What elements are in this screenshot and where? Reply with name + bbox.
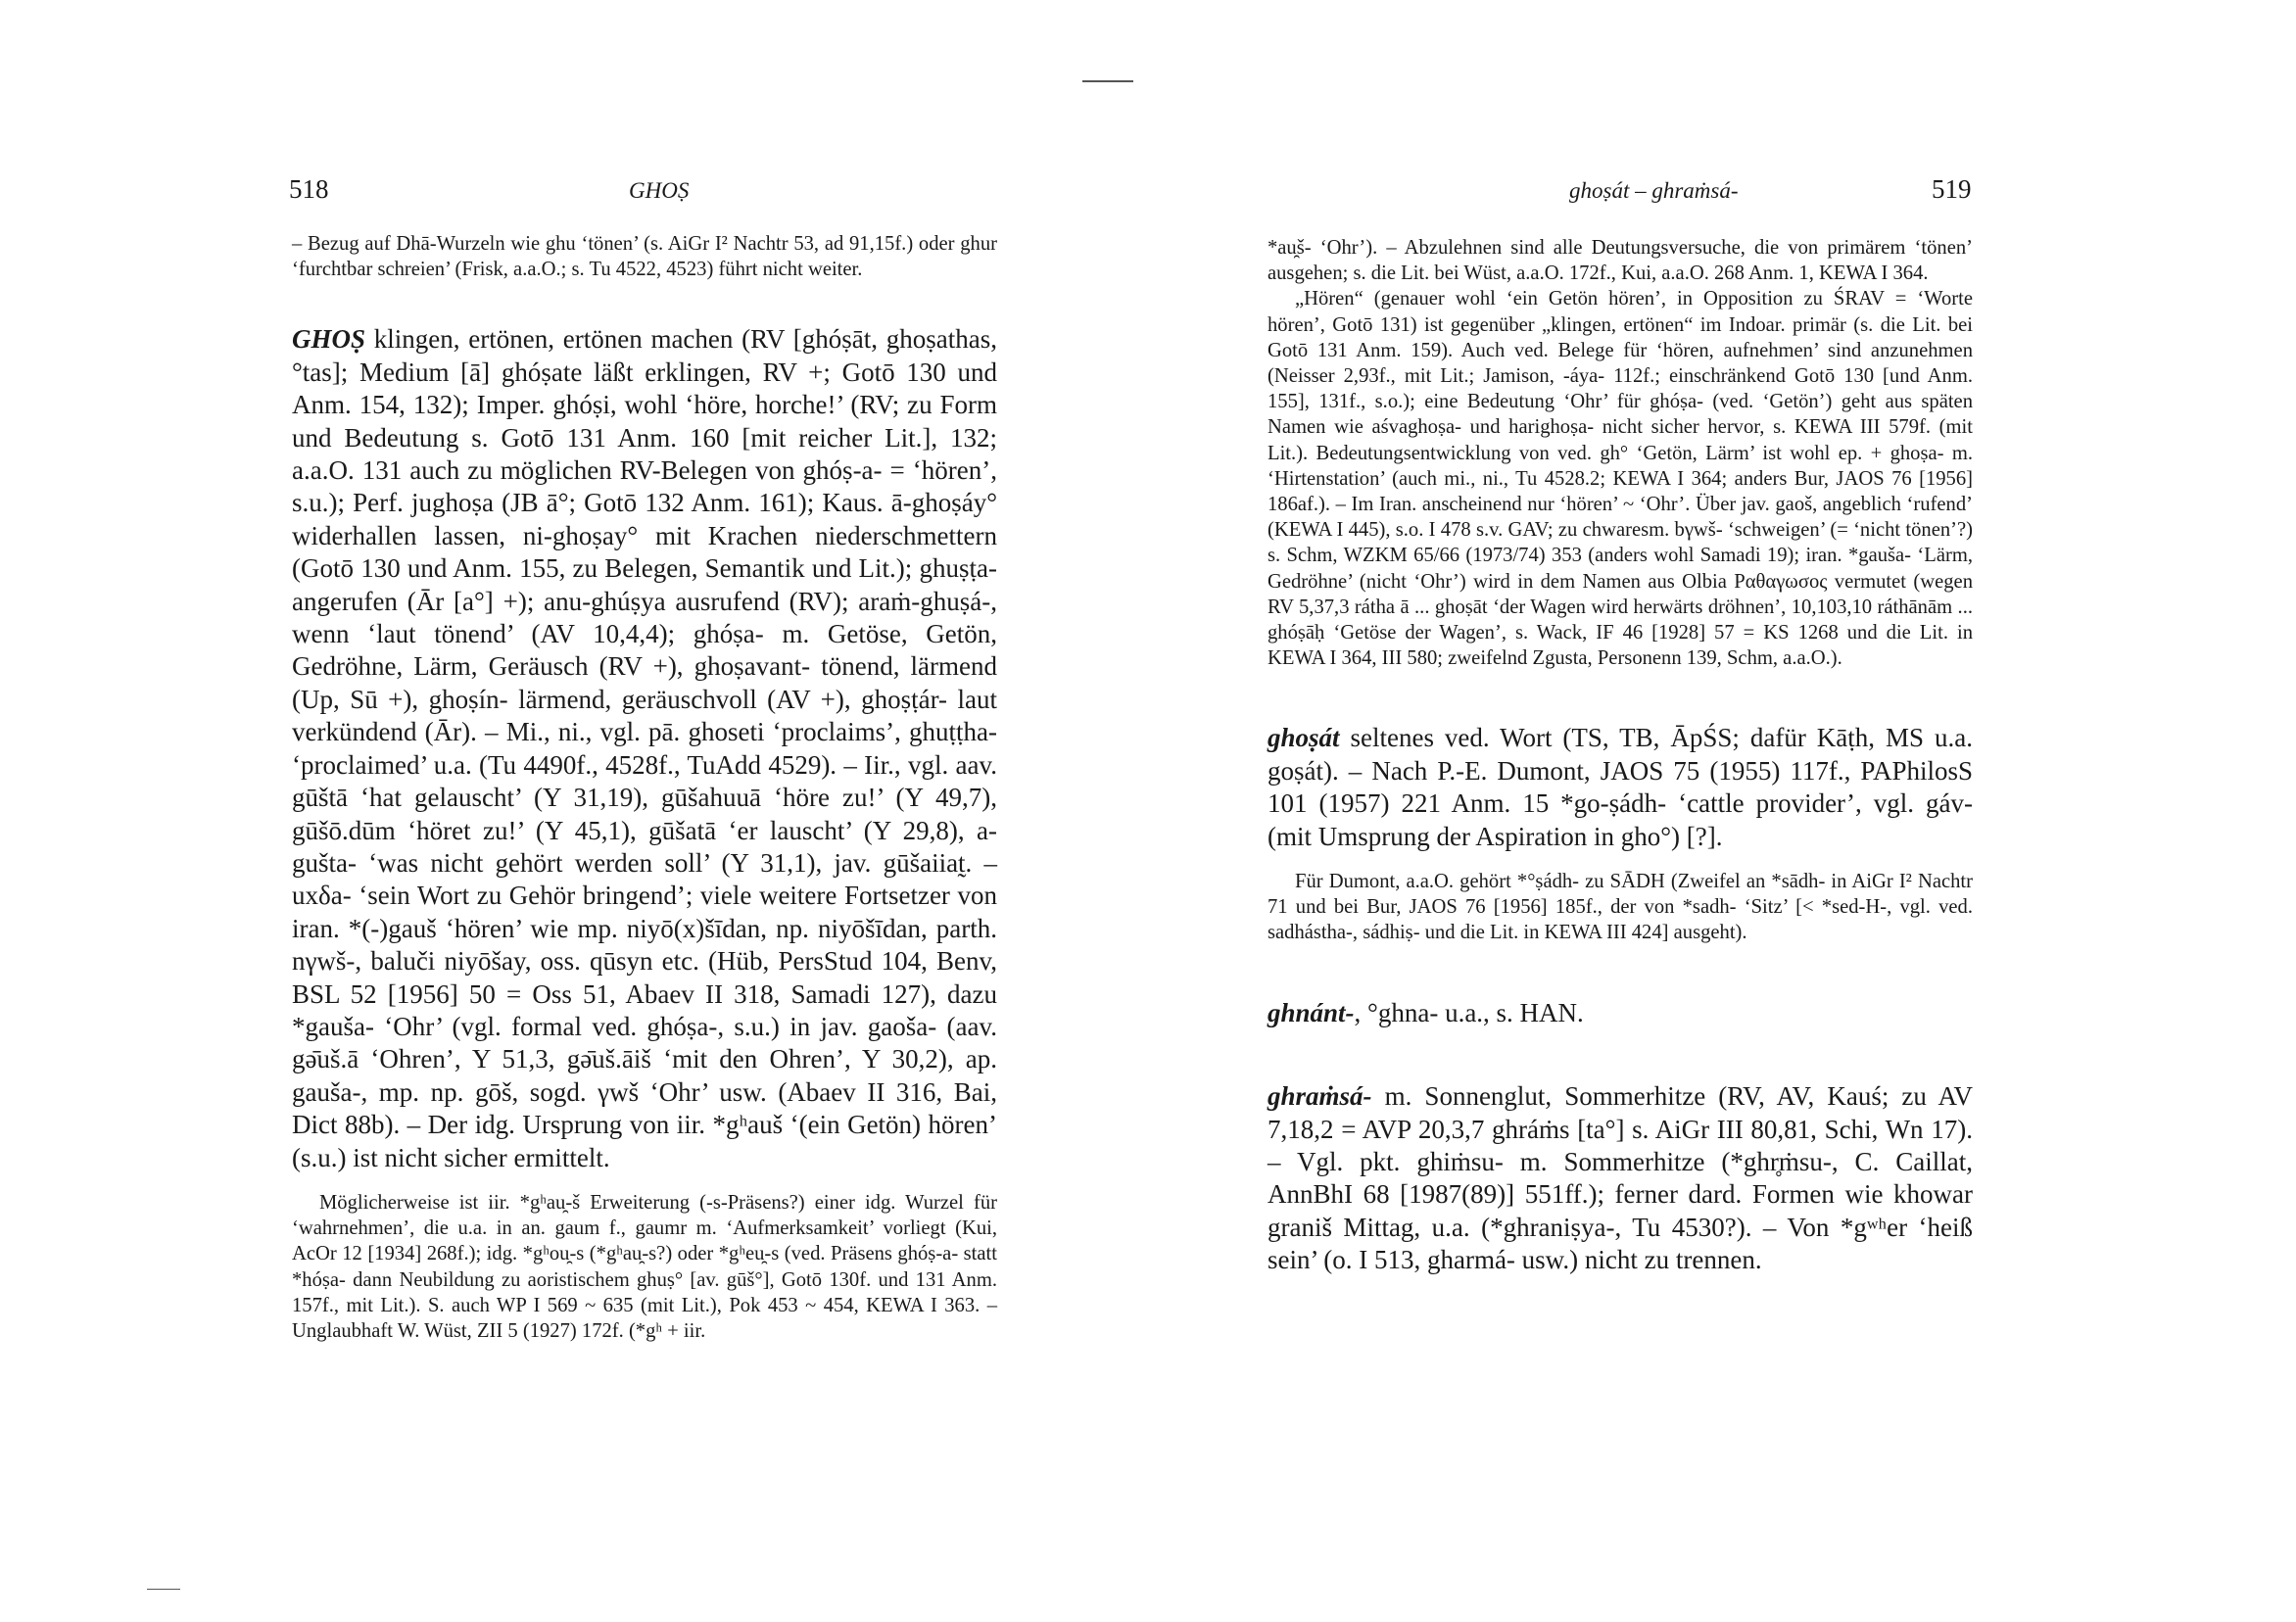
carryover-paragraph: *au̯š- ‘Ohr’). – Abzulehnen sind alle Deutungsversuche, die von primärem ‘tönen’ ausgehen; s. die Lit. bei Wüst, a.a.O. 172f., Kui, a.a.O. 268 Anm. 1, KEWA I 364. (1268, 237, 1973, 285)
headword: ghoṣát (1268, 723, 1340, 753)
footnote-paragraph: Möglicherweise ist iir. *gʰau̯-š Erweiterung (-s-Präsens?) einer idg. Wurzel für ‘wahrnehmen’, die u.a. in an. gaum f., gaumr m. ‘Aufmerksamkeit’ vorliegt (Kui, AcOr 12 [1934] 268f.); idg. *gʰou̯-s (*gʰau̯-s?) oder *gʰeu̯-s (ved. Präsens ghóṣ-a- statt *hóṣa- dann Neubildung zu aoristischem ghuṣ° [av. gūš°], Gotō 130f. und 131 Anm. 157f., mit Lit.). S. auch WP I 569 ~ 635 (mit Lit.), Pok 453 ~ 454, KEWA I 363. – Unglaubhaft W. Wüst, ZII 5 (1927) 172f. (*gʰ + iir. (292, 1191, 997, 1342)
entry-text: , °ghna- u.a., s. HAN. (1354, 997, 1584, 1027)
entry-ghramsa (1268, 1080, 1973, 1276)
right-page (1148, 0, 2296, 1622)
running-head: GHOṢ (629, 178, 690, 203)
page-number: 518 (289, 174, 329, 204)
running-head: ghoṣát – ghraṁsá- (1569, 178, 1739, 203)
headword: ghraṁsá- (1268, 1081, 1372, 1112)
note-paragraph: Für Dumont, a.a.O. gehört *°ṣádh- zu SĀDH (Zweifel an *sādh- in AiGr I² Nachtr 71 und bei Bur, JAOS 76 [1956] 185f., der von *sadh- ‘Sitz’ [< *sed-H-, vgl. ved. sadhástha-, sádhiṣ- und die Lit. in KEWA III 424] ausgeht). (1268, 871, 1973, 944)
entry-text: klingen, ertönen, ertönen machen (RV [ghóṣāt, ghoṣathas, °tas]; Medium [ā] ghóṣate läßt erklingen, RV +; Gotō 130 und Anm. 154, 132); Imper. ghóṣi, wohl ‘höre, horche!’ (RV; zu Form und Bedeutung s. Gotō 131 Anm. 160 [mit reicher Lit.], 132; a.a.O. 131 auch zu möglichen RV-Belegen von ghóṣ-a- = ‘hören’, s.u.); Perf. jughoṣa (JB ā°; Gotō 132 Anm. 161); Kaus. ā-ghoṣáy° widerhallen lassen, ni-ghoṣay° mit Krachen niederschmettern (Gotō 130 und Anm. 155, zu Belegen, Semantik und Lit.); ghuṣṭa- angerufen (Ār [a°] +); anu-ghúṣya ausrufend (RV); araṁ-ghuṣá-, wenn ‘laut tönend’ (AV 10,4,4); ghóṣa- m. Getöse, Getön, Gedröhne, Lärm, Geräusch (RV +), ghoṣavant- tönend, lärmend (Up, Sū +), ghoṣín- lärmend, geräuschvoll (AV +), ghoṣṭár- laut verkündend (Ār). – Mi., ni., vgl. pā. ghoseti ‘proclaims’, ghuṭṭha- ‘proclaimed’ u.a. (Tu 4490f., 4528f., TuAdd 4529). – Iir., vgl. aav. gūštā ‘hat gelauscht’ (Y 31,19), gūšahuuā ‘höre zu!’ (Y 49,7), gūšō.dūm ‘höret zu!’ (Y 45,1), gūšatā ‘er lauscht’ (Y 29,8), a-gušta- ‘was nicht gehört werden soll’ (Y 31,1), jav. gūšaiiat̰. – uxδa- ‘sein Wort zu Gehör bringend’; viele weitere Fortsetzer von iran. *(-)gauš ‘hören’ wie mp. niyō(x)šīdan, np. niyōšīdan, parth. nγwš-, baluči niyōšay, oss. qūsyn etc. (Hüb, PersStud 104, Benv, BSL 52 [1956] 50 = Oss 51, Abaev II 318, Samadi 127), dazu *gauša- ‘Ohr’ (vgl. formal ved. ghóṣa-, s.u.) in jav. gaoša- (aav. gə̄uš.ā ‘Ohren’, Y 51,3, gə̄uš.āiš ‘mit den Ohren’, Y 30,2), ap. gauša-, mp. np. gōš, sogd. γwš ‘Ohr’ usw. (Abaev II 316, Bai, Dict 88b). – Der idg. Ursprung von iir. *gʰauš ‘(ein Getön) hören’ (s.u.) ist nicht sicher ermittelt. (292, 324, 997, 1172)
carryover-paragraph: – Bezug auf Dhā-Wurzeln wie ghu ‘tönen’ (s. AiGr I² Nachtr 53, ad 91,15f.) oder ghur ‘furchtbar schreien’ (Frisk, a.a.O.; s. Tu 4522, 4523) führt nicht weiter. (292, 233, 997, 281)
note-paragraph: „Hören“ (genauer wohl ‘ein Getön hören’, in Opposition zu ŚRAV = ‘Worte hören’, Gotō 131) ist gegenüber „klingen, ertönen“ im Indoar. primär (s. die Lit. bei Gotō 131 Anm. 159). Auch ved. Belege für ‘hören, aufnehmen’ sind anzunehmen (Neisser 2,93f., mit Lit.; Jamison, -áya- 112f.; einschränkend Gotō 130 [und Anm. 155], 131f., s.o.); eine Bedeutung ‘Ohr’ für ghóṣa- (ved. ‘Getön’) geht aus späten Namen wie aśvaghoṣa- und harighoṣa- nicht sicher hervor, s. KEWA III 579f. (mit Lit.). Bedeutungsentwicklung von ved. gh° ‘Getön, Lärm’ ist wohl ep. + ghoṣa- m. ‘Hirtenstation’ (auch mi., ni., Tu 4528.2; KEWA I 364; anders Bur, JAOS 76 [1956] 186af.). – Im Iran. anscheinend nur ‘hören’ ~ ‘Ohr’. Über jav. gaoš, angeblich ‘rufend’ (KEWA I 445), s.o. I 478 s.v. GAV; zu chwaresm. bγwš- ‘schweigen’ (= ‘nicht tönen’?) s. Schm, WZKM 65/66 (1973/74) 353 (anders wohl Samadi 19); iran. *gauša- ‘Lärm, Gedröhne’ (nicht ‘Ohr’) wird in dem Namen aus Olbia Ραθαγωσος vermutet (wegen RV 5,37,3 rátha ā ... ghoṣāt ‘der Wagen wird herwärts dröhnen’, 10,103,10 ráthānām ... ghóṣāḥ ‘Getöse der Wagen’, s. Wack, IF 46 [1928] 57 = KS 1268 und die Lit. in KEWA I 364, III 580; zweifelnd Zgusta, Personenn 139, Schm, a.a.O.). (1268, 288, 1973, 670)
entry-text: seltenes ved. Wort (TS, TB, ĀpŚS; dafür Kāṭh, MS u.a. goṣát). – Nach P.-E. Dumont, JAOS 75 (1955) 117f., PAPhilosS 101 (1957) 221 Anm. 15 *go-ṣádh- ‘cattle provider’, vgl. gáv- (mit Umsprung der Aspiration in gho°) [?]. (1268, 723, 1973, 851)
entry-ghos (292, 323, 997, 1174)
headword: GHOṢ (292, 324, 366, 355)
entry-ghosat (1268, 722, 1973, 853)
headword: ghnánt- (1268, 997, 1355, 1027)
left-column (292, 231, 997, 1344)
entry-text: m. Sonnenglut, Sommerhitze (RV, AV, Kauś; zu AV 7,18,2 = AVP 20,3,7 ghráṁs [ta°] s. AiGr III 80,81, Schi, Wn 17). – Vgl. pkt. ghiṁsu- m. Sommerhitze (*ghr̥ṁsu-, C. Caillat, AnnBhI 68 [1987(89)] 551ff.); ferner dard. Formen wie khowar graniš Mittag, u.a. (*ghraniṣya-, Tu 4530?). – Von *gʷʰer ‘heiß sein’ (o. I 513, gharmá- usw.) nicht zu trennen. (1268, 1081, 1973, 1275)
entry-ghnant (1268, 997, 1973, 1029)
page-number: 519 (1932, 174, 1972, 204)
right-column (1268, 235, 1973, 1277)
